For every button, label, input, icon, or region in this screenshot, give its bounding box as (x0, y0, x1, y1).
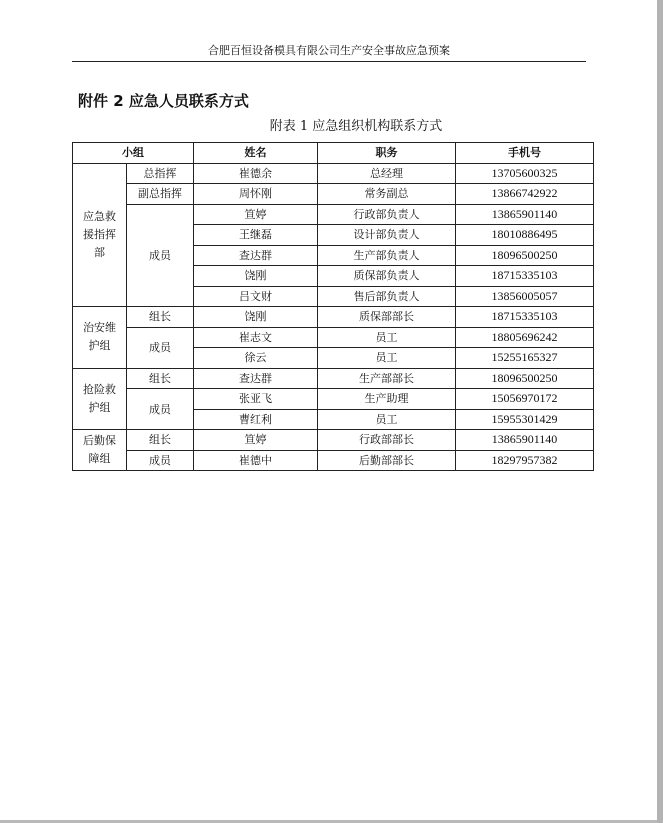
member-position: 行政部部长 (318, 430, 456, 451)
role-label: 组长 (127, 430, 194, 451)
role-label: 成员 (127, 204, 194, 307)
table-row (73, 327, 594, 348)
page-edge-shadow (657, 0, 663, 823)
member-position: 生产部部长 (318, 368, 456, 389)
role-label: 成员 (127, 327, 194, 368)
member-position: 常务副总 (318, 184, 456, 205)
table-body (73, 163, 594, 471)
member-name: 查达群 (194, 245, 318, 266)
header-position: 职务 (318, 143, 456, 164)
member-phone: 18096500250 (456, 368, 594, 389)
member-name: 笪婷 (194, 204, 318, 225)
table-row (73, 184, 594, 205)
group-label: 抢险救护组 (73, 368, 127, 430)
member-position: 生产部负责人 (318, 245, 456, 266)
member-phone: 13865901140 (456, 430, 594, 451)
role-label: 成员 (127, 389, 194, 430)
member-name: 张亚飞 (194, 389, 318, 410)
group-label: 应急救援指挥部 (73, 163, 127, 307)
role-label: 组长 (127, 368, 194, 389)
member-phone: 13865901140 (456, 204, 594, 225)
member-position: 设计部负责人 (318, 225, 456, 246)
member-position: 生产助理 (318, 389, 456, 410)
member-phone: 15255165327 (456, 348, 594, 369)
member-position: 员工 (318, 409, 456, 430)
member-position: 售后部负责人 (318, 286, 456, 307)
member-position: 总经理 (318, 163, 456, 184)
member-position: 行政部负责人 (318, 204, 456, 225)
member-position: 员工 (318, 327, 456, 348)
table-header-row (73, 143, 594, 164)
member-phone: 13705600325 (456, 163, 594, 184)
header-rule (72, 61, 586, 62)
member-phone: 18715335103 (456, 266, 594, 287)
group-label: 后勤保障组 (73, 430, 127, 471)
member-phone: 18805696242 (456, 327, 594, 348)
member-name: 饶刚 (194, 266, 318, 287)
header-name: 姓名 (194, 143, 318, 164)
table-row (73, 204, 594, 225)
member-position: 后勤部部长 (318, 450, 456, 471)
running-header: 合肥百恒设备模具有限公司生产安全事故应急预案 (208, 44, 450, 57)
member-name: 王继磊 (194, 225, 318, 246)
table-row (73, 368, 594, 389)
member-phone: 15955301429 (456, 409, 594, 430)
member-position: 质保部负责人 (318, 266, 456, 287)
section-title: 附件 2 应急人员联系方式 (78, 92, 249, 110)
table-row (73, 307, 594, 328)
header-group: 小组 (73, 143, 194, 164)
role-label: 总指挥 (127, 163, 194, 184)
member-name: 饶刚 (194, 307, 318, 328)
group-label: 治安维护组 (73, 307, 127, 369)
member-name: 吕文财 (194, 286, 318, 307)
role-label: 成员 (127, 450, 194, 471)
member-name: 笪婷 (194, 430, 318, 451)
role-label: 组长 (127, 307, 194, 328)
header-phone: 手机号 (456, 143, 594, 164)
table-row (73, 389, 594, 410)
member-phone: 18010886495 (456, 225, 594, 246)
member-phone: 18715335103 (456, 307, 594, 328)
member-name: 崔德余 (194, 163, 318, 184)
member-position: 员工 (318, 348, 456, 369)
table-row (73, 430, 594, 451)
member-name: 曹红利 (194, 409, 318, 430)
member-name: 周怀刚 (194, 184, 318, 205)
table-row (73, 163, 594, 184)
contact-table (72, 142, 594, 471)
member-phone: 15056970172 (456, 389, 594, 410)
member-phone: 13866742922 (456, 184, 594, 205)
member-name: 崔德中 (194, 450, 318, 471)
member-position: 质保部部长 (318, 307, 456, 328)
table-caption: 附表 1 应急组织机构联系方式 (269, 119, 443, 134)
member-phone: 18096500250 (456, 245, 594, 266)
member-phone: 13856005057 (456, 286, 594, 307)
member-name: 查达群 (194, 368, 318, 389)
member-name: 崔志文 (194, 327, 318, 348)
member-phone: 18297957382 (456, 450, 594, 471)
member-name: 徐云 (194, 348, 318, 369)
role-label: 副总指挥 (127, 184, 194, 205)
table-row (73, 450, 594, 471)
